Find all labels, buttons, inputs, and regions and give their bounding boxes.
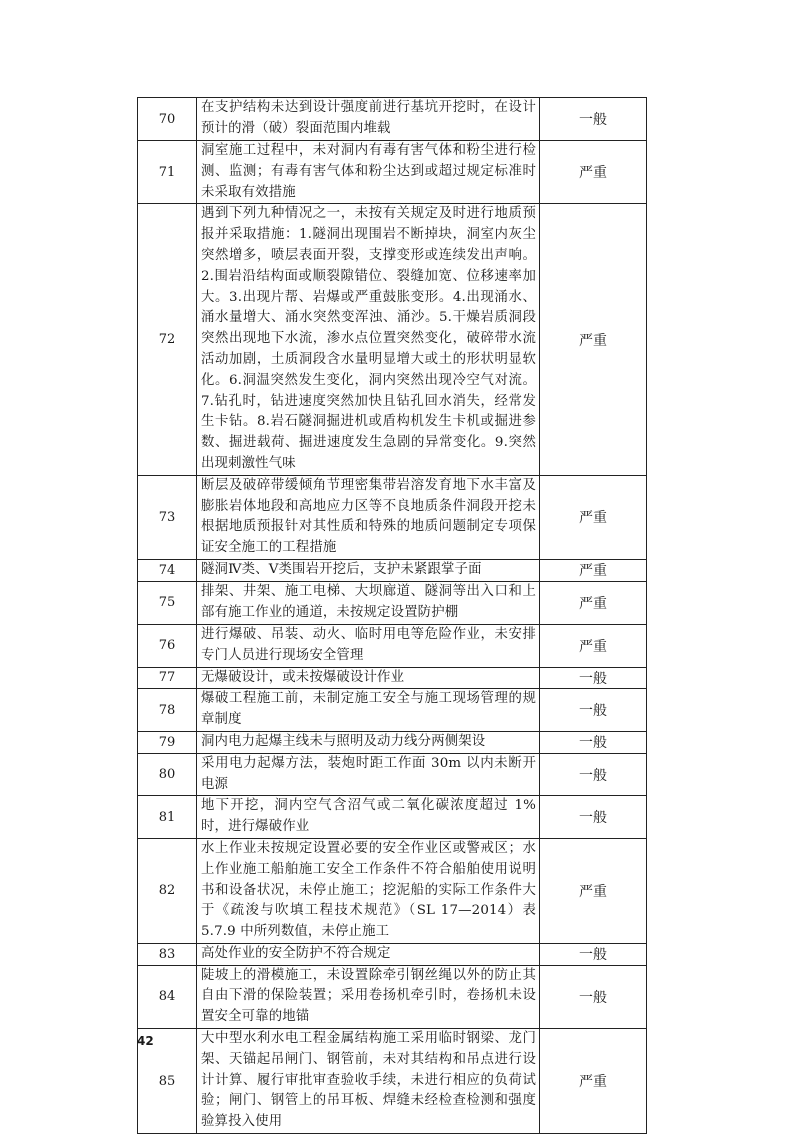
hazard-level: 严重 [540, 1029, 647, 1134]
row-number: 70 [138, 98, 197, 141]
hazard-description: 排架、井架、施工电梯、大坝廊道、隧洞等出入口和上部有施工作业的通道，未按规定设置防护棚 [197, 581, 540, 624]
row-number: 73 [138, 475, 197, 559]
hazard-table-body [138, 98, 647, 1134]
row-number: 75 [138, 581, 197, 624]
hazard-level: 严重 [540, 475, 647, 559]
table-row [138, 965, 647, 1028]
hazard-level: 严重 [540, 624, 647, 667]
table-row [138, 667, 647, 689]
hazard-table [137, 97, 647, 1134]
row-number: 80 [138, 753, 197, 796]
row-number: 76 [138, 624, 197, 667]
hazard-level: 严重 [540, 581, 647, 624]
row-number: 84 [138, 965, 197, 1028]
row-number: 78 [138, 689, 197, 732]
hazard-description: 陡坡上的滑模施工，未设置除牵引钢丝绳以外的防止其自由下滑的保险装置；采用卷扬机牵引时，卷扬机未设置安全可靠的地锚 [197, 965, 540, 1028]
row-number: 72 [138, 204, 197, 475]
hazard-description: 高处作业的安全防护不符合规定 [197, 943, 540, 965]
hazard-description: 大中型水利水电工程金属结构施工采用临时钢梁、龙门架、天锚起吊闸门、钢管前，未对其结构和吊点进行设计计算、履行审批审查验收手续，未进行相应的负荷试验；闸门、钢管上的吊耳板、焊缝未经检查检测和强度验算投入使用 [197, 1029, 540, 1134]
table-row [138, 475, 647, 559]
table-row [138, 98, 647, 141]
hazard-description: 洞室施工过程中，未对洞内有毒有害气体和粉尘进行检测、监测；有毒有害气体和粉尘达到或超过规定标准时未采取有效措施 [197, 141, 540, 204]
hazard-description: 爆破工程施工前，未制定施工安全与施工现场管理的规章制度 [197, 689, 540, 732]
hazard-level: 一般 [540, 98, 647, 141]
hazard-level: 一般 [540, 943, 647, 965]
hazard-level: 严重 [540, 559, 647, 581]
hazard-level: 一般 [540, 731, 647, 753]
table-row [138, 204, 647, 475]
hazard-description: 地下开挖，洞内空气含沼气或二氧化碳浓度超过 1%时，进行爆破作业 [197, 796, 540, 839]
table-row [138, 581, 647, 624]
page-number: 42 [137, 1034, 154, 1048]
table-row [138, 1029, 647, 1134]
row-number: 85 [138, 1029, 197, 1134]
hazard-description: 采用电力起爆方法，装炮时距工作面 30m 以内未断开电源 [197, 753, 540, 796]
hazard-level: 严重 [540, 141, 647, 204]
table-row [138, 796, 647, 839]
hazard-description: 隧洞Ⅳ类、Ⅴ类围岩开挖后，支护未紧跟掌子面 [197, 559, 540, 581]
hazard-level: 严重 [540, 204, 647, 475]
table-row [138, 943, 647, 965]
row-number: 81 [138, 796, 197, 839]
table-row [138, 753, 647, 796]
hazard-level: 一般 [540, 689, 647, 732]
table-row [138, 624, 647, 667]
hazard-description: 水上作业未按规定设置必要的安全作业区或警戒区；水上作业施工船舶施工安全工作条件不符合船舶使用说明书和设备状况，未停止施工；挖泥船的实际工作条件大于《疏浚与吹填工程技术规范》（SL 17—2014）表 5.7.9 中所列数值，未停止施工 [197, 838, 540, 943]
hazard-description: 在支护结构未达到设计强度前进行基坑开挖时，在设计预计的滑（破）裂面范围内堆载 [197, 98, 540, 141]
row-number: 79 [138, 731, 197, 753]
hazard-level: 一般 [540, 796, 647, 839]
row-number: 74 [138, 559, 197, 581]
hazard-level: 一般 [540, 667, 647, 689]
hazard-level: 一般 [540, 753, 647, 796]
table-row [138, 731, 647, 753]
hazard-description: 洞内电力起爆主线未与照明及动力线分两侧架设 [197, 731, 540, 753]
hazard-description: 进行爆破、吊装、动火、临时用电等危险作业，未安排专门人员进行现场安全管理 [197, 624, 540, 667]
row-number: 83 [138, 943, 197, 965]
table-row [138, 559, 647, 581]
table-row [138, 141, 647, 204]
row-number: 77 [138, 667, 197, 689]
row-number: 82 [138, 838, 197, 943]
hazard-description: 遇到下列九种情况之一，未按有关规定及时进行地质预报并采取措施：1.隧洞出现围岩不断掉块，洞室内灰尘突然增多，喷层表面开裂，支撑变形或连续发出声响。2.围岩沿结构面或顺裂隙错位、裂缝加宽、位移速率加大。3.出现片帮、岩爆或严重鼓胀变形。4.出现涌水、涌水量增大、涌水突然变浑浊、涌沙。5.干燥岩质洞段突然出现地下水流，渗水点位置突然变化，破碎带水流活动加剧，土质洞段含水量明显增大或土的形状明显软化。6.洞温突然发生变化，洞内突然出现冷空气对流。7.钻孔时，钻进速度突然加快且钻孔回水消失，经常发生卡钻。8.岩石隧洞掘进机或盾构机发生卡机或掘进参数、掘进载荷、掘进速度发生急剧的异常变化。9.突然出现刺激性气味 [197, 204, 540, 475]
table-row [138, 689, 647, 732]
row-number: 71 [138, 141, 197, 204]
hazard-description: 无爆破设计，或未按爆破设计作业 [197, 667, 540, 689]
hazard-description: 断层及破碎带缓倾角节理密集带岩溶发育地下水丰富及膨胀岩体地段和高地应力区等不良地质条件洞段开挖未根据地质预报针对其性质和特殊的地质问题制定专项保证安全施工的工程措施 [197, 475, 540, 559]
hazard-level: 严重 [540, 838, 647, 943]
hazard-level: 一般 [540, 965, 647, 1028]
table-row [138, 838, 647, 943]
